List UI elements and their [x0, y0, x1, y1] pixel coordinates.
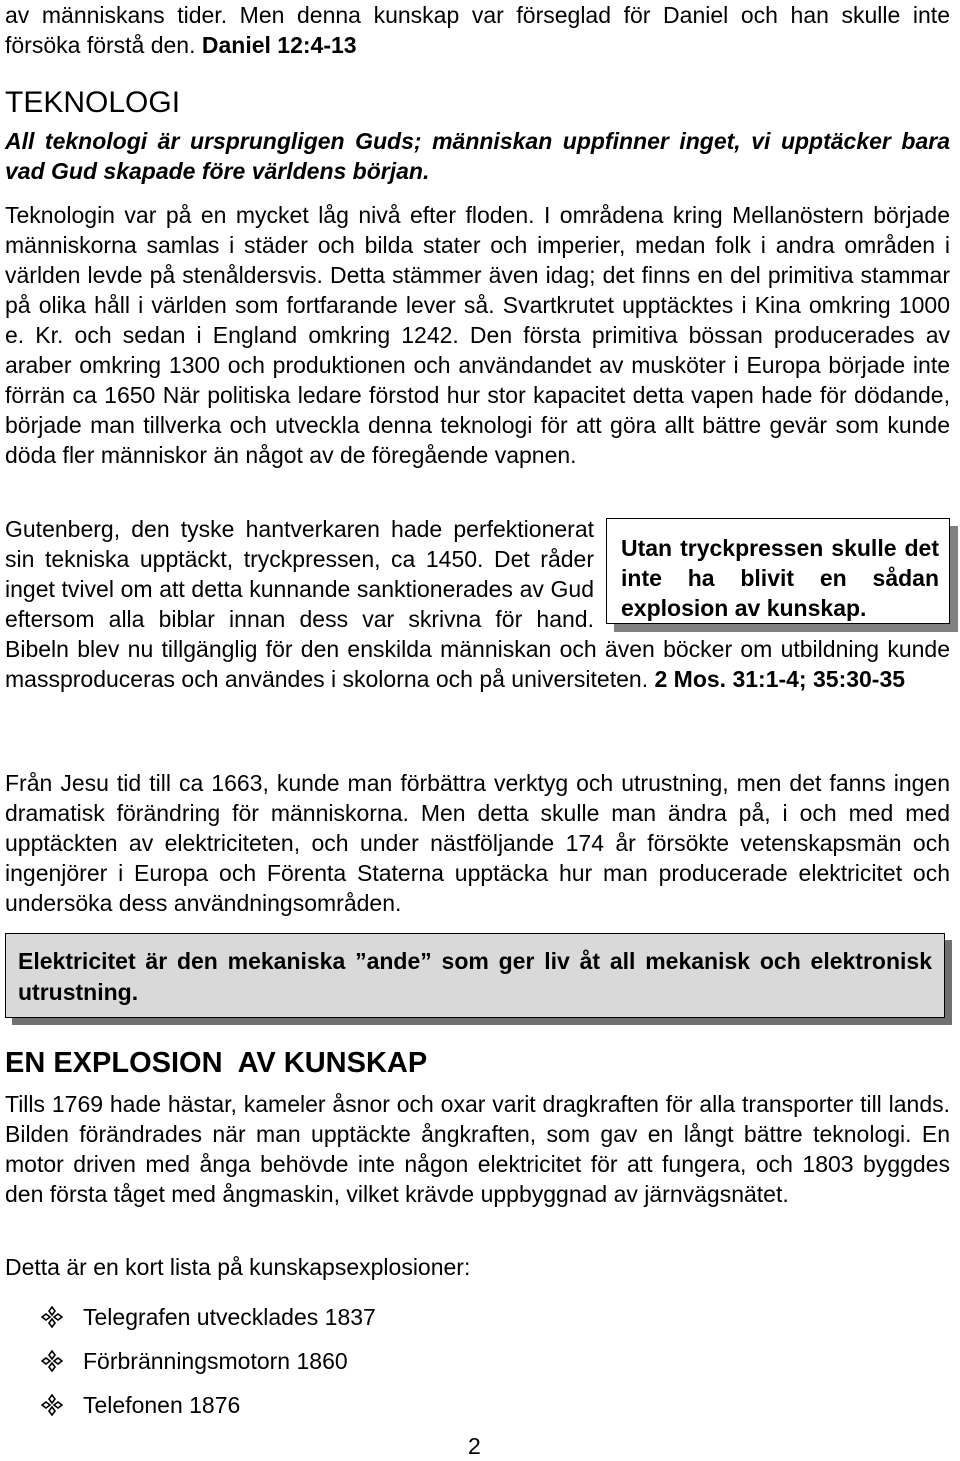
- list-item: [5, 1383, 376, 1427]
- jesu-paragraph: Från Jesu tid till ca 1663, kunde man förbättra verktyg och utrustning, men det fanns ingen dramatisk förändring för människorna. Men detta skulle man ändra på, i och med med upptäckten av elektriciteten, och under nästföljande 174 år försökte vetenskapsmän och ingenjörer i Europa och Förenta Staterna upptäcka hur man producerade elektricitet och undersöka dess användningsområden.: [5, 770, 950, 916]
- gutenberg-text: Gutenberg, den tyske hantverkaren hade perfektionerat sin tekniska upptäckt, tryckpressen, ca 1450. Det råder inget tvivel om att detta kunnande sanktionerades av Gud eftersom alla biblar innan dess var skrivna för hand. Bibeln blev nu tillgänglig för den enskilda människan och även böcker om utbildning kunde massproduceras och användes i skolorna och på universiteten.: [5, 516, 950, 692]
- explosion-paragraph: Tills 1769 hade hästar, kameler åsnor och oxar varit dragkraften för alla transporter till lands. Bilden förändrades när man upptäckte ångkraften, som gav en långt bättre teknologi. En motor driven med ånga behövde inte någon elektricitet för att fungera, och 1803 byggdes den första tåget med ångmaskin, vilket krävde uppbyggnad av järnvägsnätet.: [5, 1091, 950, 1207]
- list-item-text: Telefonen 1876: [83, 1392, 241, 1418]
- list-item: [5, 1339, 376, 1383]
- electricity-highlight-text: Elektricitet är den mekaniska ”ande” som ger liv åt all mekanisk och elektronisk utrustning.: [18, 948, 932, 1005]
- teknologi-quote: All teknologi är ursprungligen Guds; människan uppfinner inget, vi upptäcker bara vad Gud skapade före världens början.: [5, 128, 950, 184]
- list-item: [5, 1295, 376, 1339]
- tryckpressen-callout-box: [606, 518, 950, 624]
- list-item-text: Telegrafen utvecklades 1837: [83, 1304, 376, 1330]
- four-diamond-star-icon: [41, 1306, 63, 1328]
- gutenberg-section: [5, 514, 950, 694]
- four-diamond-star-icon: [41, 1394, 63, 1416]
- teknologi-heading: TEKNOLOGI: [5, 86, 181, 119]
- page-number: 2: [468, 1433, 481, 1459]
- tryckpressen-callout-text: Utan tryckpressen skulle det inte ha blivit en sådan explosion av kunskap.: [621, 535, 939, 621]
- electricity-highlight-box: [5, 933, 945, 1018]
- intro-paragraph: [5, 0, 950, 60]
- four-diamond-star-icon: [41, 1350, 63, 1372]
- teknologi-paragraph: Teknologin var på en mycket låg nivå efter floden. I områdena kring Mellanöstern började människorna samlas i städer och bilda stater och imperier, medan folk i andra områden i världen levde på stenåldersvis. Detta stämmer även idag; det finns en del primitiva stammar på olika håll i världen som fortfarande lever så. Svartkrutet upptäcktes i Kina omkring 1000 e. Kr. och sedan i England omkring 1242. Den första primitiva bössan producerades av araber omkring 1300 och produktionen och användandet av musköter i Europa började inte förrän ca 1650 När politiska ledare förstod hur stor kapacitet detta vapen hade för dödande, började man tillverka och utveckla denna teknologi för att göra allt bättre gevär som kunde döda fler människor än något av de föregående vapnen.: [5, 202, 950, 468]
- list-intro: Detta är en kort lista på kunskapsexplosioner:: [5, 1254, 471, 1280]
- intro-text: av människans tider. Men denna kunskap var förseglad för Daniel och han skulle inte försöka förstå den.: [5, 2, 950, 58]
- invention-list: [5, 1295, 376, 1427]
- intro-scripture-reference: Daniel 12:4-13: [201, 32, 357, 58]
- explosion-heading: EN EXPLOSION AV KUNSKAP: [5, 1047, 428, 1079]
- list-item-text: Förbränningsmotorn 1860: [83, 1348, 348, 1374]
- gutenberg-scripture-reference: 2 Mos. 31:1-4; 35:30-35: [654, 666, 906, 692]
